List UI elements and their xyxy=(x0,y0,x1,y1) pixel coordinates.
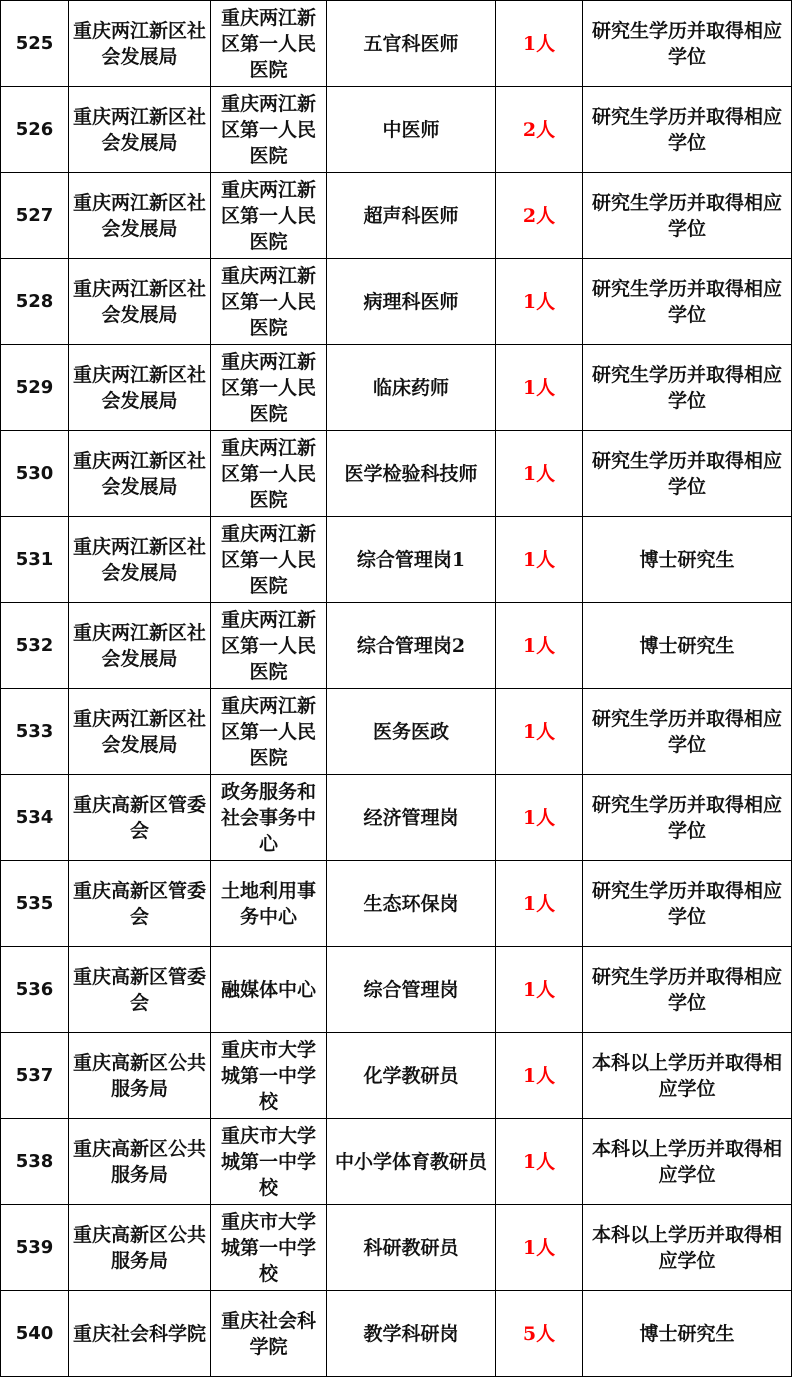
headcount-cell: 1人 xyxy=(496,861,583,947)
table-row xyxy=(1,259,792,345)
positions-table-body xyxy=(1,1,792,1377)
department-cell: 重庆高新区管委会 xyxy=(69,775,211,861)
department-cell: 重庆社会科学院 xyxy=(69,1291,211,1377)
unit-cell: 政务服务和社会事务中心 xyxy=(211,775,327,861)
position-cell: 中医师 xyxy=(327,87,496,173)
position-cell: 医务医政 xyxy=(327,689,496,775)
requirement-cell: 研究生学历并取得相应学位 xyxy=(583,775,792,861)
requirement-cell: 本科以上学历并取得相应学位 xyxy=(583,1119,792,1205)
department-cell: 重庆两江新区社会发展局 xyxy=(69,1,211,87)
unit-cell: 土地利用事务中心 xyxy=(211,861,327,947)
row-number: 529 xyxy=(1,345,69,431)
unit-cell: 重庆两江新区第一人民医院 xyxy=(211,689,327,775)
table-row xyxy=(1,1,792,87)
department-cell: 重庆高新区公共服务局 xyxy=(69,1119,211,1205)
position-cell: 五官科医师 xyxy=(327,1,496,87)
department-cell: 重庆高新区公共服务局 xyxy=(69,1205,211,1291)
row-number: 528 xyxy=(1,259,69,345)
requirement-cell: 博士研究生 xyxy=(583,603,792,689)
unit-cell: 融媒体中心 xyxy=(211,947,327,1033)
unit-cell: 重庆两江新区第一人民医院 xyxy=(211,259,327,345)
table-row xyxy=(1,1119,792,1205)
table-row xyxy=(1,173,792,259)
requirement-cell: 研究生学历并取得相应学位 xyxy=(583,87,792,173)
position-cell: 临床药师 xyxy=(327,345,496,431)
unit-cell: 重庆两江新区第一人民医院 xyxy=(211,345,327,431)
position-cell: 综合管理岗2 xyxy=(327,603,496,689)
requirement-cell: 研究生学历并取得相应学位 xyxy=(583,861,792,947)
headcount-cell: 1人 xyxy=(496,517,583,603)
position-cell: 综合管理岗 xyxy=(327,947,496,1033)
headcount-cell: 1人 xyxy=(496,1119,583,1205)
department-cell: 重庆高新区公共服务局 xyxy=(69,1033,211,1119)
unit-cell: 重庆市大学城第一中学校 xyxy=(211,1119,327,1205)
unit-cell: 重庆两江新区第一人民医院 xyxy=(211,603,327,689)
table-row xyxy=(1,947,792,1033)
row-number: 539 xyxy=(1,1205,69,1291)
position-cell: 超声科医师 xyxy=(327,173,496,259)
headcount-cell: 5人 xyxy=(496,1291,583,1377)
unit-cell: 重庆市大学城第一中学校 xyxy=(211,1033,327,1119)
department-cell: 重庆两江新区社会发展局 xyxy=(69,431,211,517)
unit-cell: 重庆两江新区第一人民医院 xyxy=(211,431,327,517)
unit-cell: 重庆两江新区第一人民医院 xyxy=(211,87,327,173)
department-cell: 重庆高新区管委会 xyxy=(69,947,211,1033)
row-number: 531 xyxy=(1,517,69,603)
headcount-cell: 1人 xyxy=(496,1033,583,1119)
unit-cell: 重庆两江新区第一人民医院 xyxy=(211,517,327,603)
requirement-cell: 研究生学历并取得相应学位 xyxy=(583,431,792,517)
department-cell: 重庆高新区管委会 xyxy=(69,861,211,947)
unit-cell: 重庆社会科学院 xyxy=(211,1291,327,1377)
department-cell: 重庆两江新区社会发展局 xyxy=(69,345,211,431)
requirement-cell: 研究生学历并取得相应学位 xyxy=(583,947,792,1033)
row-number: 527 xyxy=(1,173,69,259)
headcount-cell: 1人 xyxy=(496,947,583,1033)
unit-cell: 重庆两江新区第一人民医院 xyxy=(211,1,327,87)
headcount-cell: 1人 xyxy=(496,603,583,689)
table-row xyxy=(1,517,792,603)
row-number: 534 xyxy=(1,775,69,861)
department-cell: 重庆两江新区社会发展局 xyxy=(69,259,211,345)
requirement-cell: 本科以上学历并取得相应学位 xyxy=(583,1205,792,1291)
table-row xyxy=(1,603,792,689)
table-row xyxy=(1,775,792,861)
department-cell: 重庆两江新区社会发展局 xyxy=(69,603,211,689)
requirement-cell: 研究生学历并取得相应学位 xyxy=(583,1,792,87)
row-number: 530 xyxy=(1,431,69,517)
requirement-cell: 博士研究生 xyxy=(583,517,792,603)
headcount-cell: 1人 xyxy=(496,345,583,431)
requirement-cell: 本科以上学历并取得相应学位 xyxy=(583,1033,792,1119)
department-cell: 重庆两江新区社会发展局 xyxy=(69,173,211,259)
row-number: 525 xyxy=(1,1,69,87)
position-cell: 科研教研员 xyxy=(327,1205,496,1291)
department-cell: 重庆两江新区社会发展局 xyxy=(69,689,211,775)
headcount-cell: 1人 xyxy=(496,689,583,775)
row-number: 533 xyxy=(1,689,69,775)
department-cell: 重庆两江新区社会发展局 xyxy=(69,87,211,173)
position-cell: 经济管理岗 xyxy=(327,775,496,861)
unit-cell: 重庆市大学城第一中学校 xyxy=(211,1205,327,1291)
position-cell: 化学教研员 xyxy=(327,1033,496,1119)
row-number: 537 xyxy=(1,1033,69,1119)
department-cell: 重庆两江新区社会发展局 xyxy=(69,517,211,603)
table-row xyxy=(1,431,792,517)
position-cell: 医学检验科技师 xyxy=(327,431,496,517)
requirement-cell: 研究生学历并取得相应学位 xyxy=(583,689,792,775)
row-number: 540 xyxy=(1,1291,69,1377)
headcount-cell: 1人 xyxy=(496,431,583,517)
position-cell: 中小学体育教研员 xyxy=(327,1119,496,1205)
headcount-cell: 1人 xyxy=(496,1205,583,1291)
position-cell: 生态环保岗 xyxy=(327,861,496,947)
position-cell: 教学科研岗 xyxy=(327,1291,496,1377)
table-row xyxy=(1,689,792,775)
unit-cell: 重庆两江新区第一人民医院 xyxy=(211,173,327,259)
headcount-cell: 2人 xyxy=(496,87,583,173)
row-number: 532 xyxy=(1,603,69,689)
table-row xyxy=(1,1033,792,1119)
headcount-cell: 2人 xyxy=(496,173,583,259)
requirement-cell: 博士研究生 xyxy=(583,1291,792,1377)
row-number: 536 xyxy=(1,947,69,1033)
row-number: 535 xyxy=(1,861,69,947)
table-row xyxy=(1,861,792,947)
table-row xyxy=(1,87,792,173)
requirement-cell: 研究生学历并取得相应学位 xyxy=(583,345,792,431)
table-row xyxy=(1,1205,792,1291)
row-number: 538 xyxy=(1,1119,69,1205)
headcount-cell: 1人 xyxy=(496,259,583,345)
position-cell: 综合管理岗1 xyxy=(327,517,496,603)
requirement-cell: 研究生学历并取得相应学位 xyxy=(583,259,792,345)
table-row xyxy=(1,1291,792,1377)
row-number: 526 xyxy=(1,87,69,173)
table-row xyxy=(1,345,792,431)
headcount-cell: 1人 xyxy=(496,1,583,87)
position-cell: 病理科医师 xyxy=(327,259,496,345)
requirement-cell: 研究生学历并取得相应学位 xyxy=(583,173,792,259)
headcount-cell: 1人 xyxy=(496,775,583,861)
